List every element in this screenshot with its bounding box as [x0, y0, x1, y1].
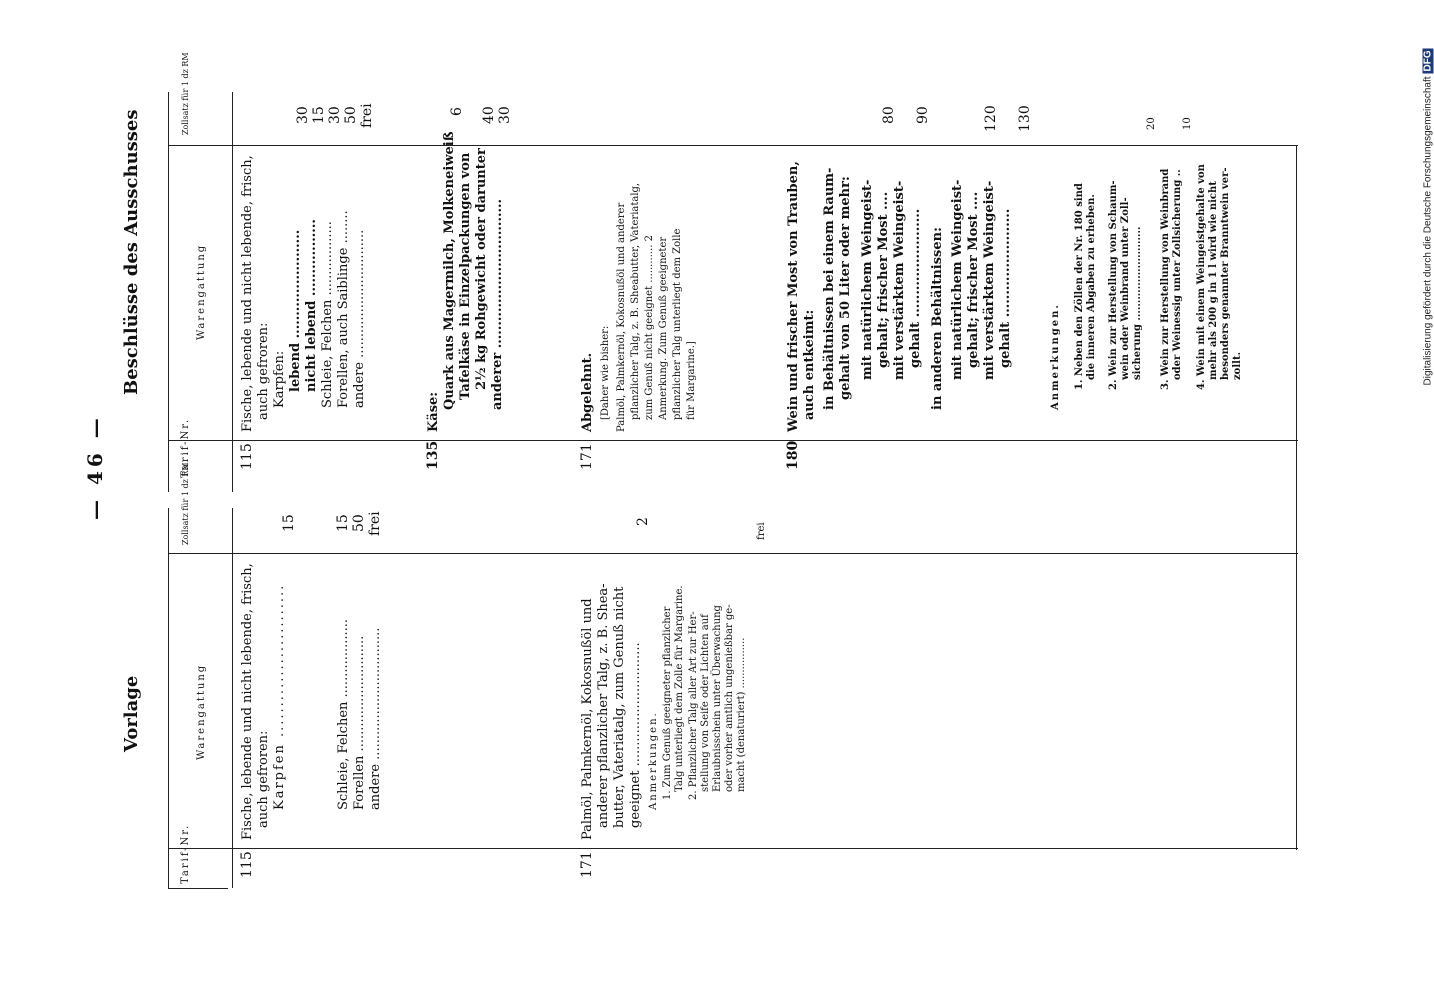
right-row-180-line: 1. Neben den Zöllen der Nr. 180 sind	[1074, 183, 1085, 390]
right-row-180-line: 3. Wein zur Herstellung von Weinbrand	[1160, 168, 1171, 390]
right-row-180-line: gehalt; frischer Most ....	[876, 191, 891, 368]
credit-text: Digitalisierung gefördert durch die Deutsche Forschungsgemeinschaft	[1422, 76, 1434, 386]
heading-beschluesse: Beschlüsse des Ausschusses	[121, 109, 142, 395]
left-row-171-line: 1. Zum Genuß geeigneter pflanzlicher	[662, 606, 673, 800]
right-row-115-value: 15	[311, 106, 327, 124]
right-row-180-line: Wein und frischer Most von Trauben,	[786, 161, 801, 432]
right-row-180-value: 130	[1017, 105, 1033, 132]
right-row-180-line: wein oder Weinbrand unter Zoll-	[1120, 197, 1131, 380]
right-row-135-line: 2½ kg Rohgewicht oder darunter	[474, 148, 489, 390]
right-row-115-nr: 115	[239, 443, 255, 470]
right-row-135-line: Tafelkäse in Einzelpackungen von	[458, 152, 473, 400]
left-row-115-value: frei	[367, 511, 383, 536]
left-row-115-value: 15	[335, 514, 351, 532]
right-row-171-line: pflanzlicher Talg, z. B. Sheabutter, Vateriatalg,	[630, 182, 641, 420]
right-row-180-line: in anderen Behältnissen:	[930, 227, 945, 410]
right-row-180-line: 4. Wein mit einem Weingeistgehalte von	[1196, 164, 1207, 390]
right-row-171-line: [Daher wie bisher:	[600, 325, 611, 420]
right-row-115-line: auch gefroren:	[256, 322, 271, 420]
right-row-180-line: in Behältnissen bei einem Raum-	[822, 167, 837, 410]
right-row-115-value: frei	[359, 103, 375, 128]
right-row-171-line: zum Genuß nicht geeignet ............ 2	[644, 235, 655, 420]
right-row-115-line: andere ...............................	[352, 229, 367, 408]
left-row-171-line: Talg unterliegt dem Zolle für Margarine.	[674, 585, 685, 792]
right-row-171-line: für Margarine.]	[686, 341, 697, 420]
right-row-135-nr: 135	[425, 440, 441, 470]
left-row-171-line: geeignet ..............................	[628, 642, 643, 828]
right-row-180-line: mit verstärktem Weingeist-	[982, 180, 997, 380]
right-row-180-line: oder Weinessig unter Zollsicherung ..	[1172, 169, 1183, 380]
right-row-115-line: nicht lebend .................	[304, 219, 319, 392]
right-row-180-value: 80	[881, 106, 897, 124]
right-row-180-line: 2. Wein zur Herstellung von Schaum-	[1108, 180, 1119, 390]
left-col-tarif-header: Tarif-Nr.	[180, 823, 191, 884]
right-row-135-value: 6	[449, 107, 465, 116]
right-row-180-value: 20	[1146, 117, 1157, 130]
right-row-180-line: gehalt ........................	[908, 208, 923, 368]
left-row-171-nr: 171	[579, 851, 595, 878]
right-row-180-line: mit natürlichem Weingeist-	[950, 179, 965, 380]
left-row-171-line: macht (denaturiert) ................	[736, 637, 747, 792]
right-row-180-line: gehalt ........................	[998, 208, 1013, 368]
right-row-171-line: Abgelehnt.	[580, 352, 595, 432]
page-number: — 46 —	[83, 414, 107, 520]
right-row-180-line: besonders genannter Branntwein ver-	[1220, 167, 1231, 380]
right-row-180-line: mehr als 200 g in 1 l wird wie nicht	[1208, 181, 1219, 380]
right-row-115-line: Karpfen:	[272, 350, 287, 408]
left-col-zoll-header: Zollsatz für 1 dz RM	[181, 462, 190, 545]
right-row-171-line: pflanzlicher Talg unterliegt dem Zolle	[672, 228, 683, 420]
right-row-115-line: Schleie, Felchen ..................	[320, 221, 335, 408]
left-col-ware-header: Warengattung	[196, 663, 207, 760]
right-row-180-line: sicherung ...........................	[1132, 226, 1143, 380]
right-row-180-line: die inneren Abgaben zu erheben.	[1086, 194, 1097, 380]
left-row-171-value: 2	[635, 517, 651, 526]
right-row-180-value: 90	[915, 106, 931, 124]
right-row-180-line: mit verstärktem Weingeist-	[892, 180, 907, 380]
right-col-zoll-header: Zollsatz für 1 dz RM	[181, 52, 190, 135]
left-row-115-line: Fische, lebende und nicht lebende, frisch,	[240, 563, 255, 840]
right-row-171-line: Palmöl, Palmkernöl, Kokosnußöl und anderer	[616, 202, 627, 432]
right-row-171-nr: 171	[579, 443, 595, 470]
left-row-171-line: oder vorher amtlich ungenießbar ge-	[724, 604, 735, 792]
right-row-180-value: 120	[983, 105, 999, 132]
right-row-171-line: Anmerkung. Zum Genuß geeigneter	[658, 236, 669, 420]
right-row-115-value: 50	[343, 106, 359, 124]
right-row-180-line: auch entkeimt:	[802, 309, 817, 420]
left-row-171-line: anderer pflanzlicher Talg, z. B. Shea-	[596, 583, 611, 828]
left-row-115-value: 15	[281, 514, 297, 532]
right-row-180-value: 10	[1182, 117, 1193, 130]
right-row-115-line: lebend ........................	[288, 229, 303, 392]
left-row-115-nr: 115	[239, 851, 255, 878]
right-row-135-value: 40	[481, 106, 497, 124]
right-row-180-line: mit natürlichem Weingeist-	[860, 179, 875, 380]
left-row-115-line: Karpfen .........................	[272, 583, 287, 810]
right-row-115-line: Forellen, auch Saiblinge ........	[336, 210, 351, 408]
heading-vorlage: Vorlage	[121, 675, 142, 752]
left-row-115-line: auch gefroren:	[256, 730, 271, 828]
dfg-logo: DFG	[1422, 50, 1434, 72]
right-col-ware-header: Warengattung	[196, 243, 207, 340]
right-row-180-nr: 180	[785, 440, 801, 470]
right-row-180-line: gehalt von 50 Liter oder mehr:	[838, 176, 853, 400]
right-row-115-line: Fische, lebende und nicht lebende, frisch,	[240, 155, 255, 432]
right-row-135-value: 30	[497, 106, 513, 124]
right-row-180-line: gehalt; frischer Most ....	[966, 191, 981, 368]
right-row-135-line: Quark aus Magermilch, Molkeneiweiß	[442, 131, 457, 410]
left-row-115-line: Forellen ............................	[352, 635, 367, 810]
left-row-171-line: stellung von Seife oder Lichten auf	[700, 614, 711, 792]
left-row-171-line: Palmöl, Palmkernöl, Kokosnußöl und	[580, 598, 595, 840]
left-row-171-line: Erlaubnisschein unter Überwachung	[712, 605, 723, 792]
right-row-115-value: 30	[327, 106, 343, 124]
left-row-171-value: frei	[756, 522, 767, 540]
left-row-171-line: Anmerkungen.	[648, 711, 659, 810]
digitization-credit	[1408, 10, 1434, 390]
left-row-115-line: Schleie, Felchen ...................	[336, 618, 351, 810]
right-col-tarif-header: Tarif-Nr.	[180, 417, 191, 478]
left-row-115-line: andere ................................	[368, 627, 383, 810]
left-row-115-value: 50	[351, 514, 367, 532]
right-row-180-line: Anmerkungen.	[1050, 303, 1061, 410]
left-row-171-line: 2. Pflanzlicher Talg aller Art zur Her-	[688, 611, 699, 800]
right-row-135-line: anderer .................................	[490, 198, 505, 410]
right-row-180-line: zollt.	[1232, 351, 1243, 380]
right-row-115-value: 30	[295, 106, 311, 124]
left-row-171-line: butter, Vateriatalg, zum Genuß nicht	[612, 586, 627, 828]
right-row-135-line: Käse:	[426, 391, 441, 432]
